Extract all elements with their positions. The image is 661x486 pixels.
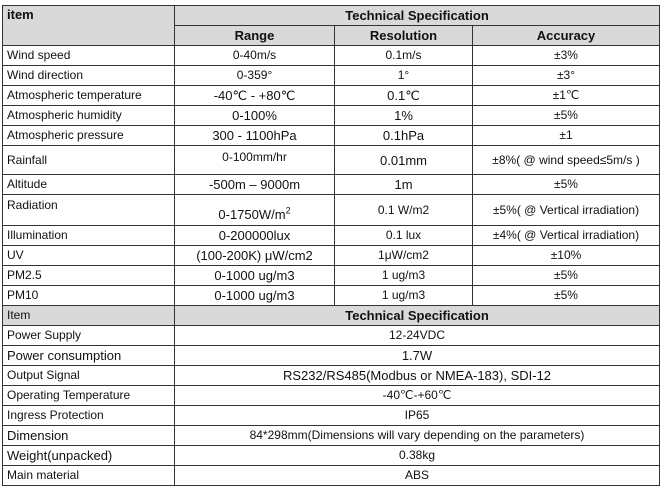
table-row bbox=[3, 195, 660, 226]
general-value: ABS bbox=[175, 466, 660, 486]
table-row bbox=[3, 386, 660, 406]
sensor-item: PM2.5 bbox=[3, 266, 175, 286]
sensor-item: Radiation bbox=[3, 195, 175, 226]
spec-table bbox=[2, 5, 660, 486]
table-row bbox=[3, 466, 660, 486]
sensor-accuracy: ±5% bbox=[473, 106, 660, 126]
sensor-range: -40℃ - +80℃ bbox=[175, 86, 335, 106]
item-header-2: Item bbox=[3, 306, 175, 326]
sensor-range: -500m – 9000m bbox=[175, 175, 335, 195]
sensor-range: (100-200K) μW/cm2 bbox=[175, 246, 335, 266]
sensor-accuracy: ±5% bbox=[473, 175, 660, 195]
sensor-range: 300 - 1100hPa bbox=[175, 126, 335, 146]
spec-header: Technical Specification bbox=[175, 6, 660, 26]
sensor-range: 0-1000 ug/m3 bbox=[175, 286, 335, 306]
general-value: RS232/RS485(Modbus or NMEA-183), SDI-12 bbox=[175, 366, 660, 386]
sensor-item: PM10 bbox=[3, 286, 175, 306]
table-row bbox=[3, 46, 660, 66]
table-row bbox=[3, 346, 660, 366]
general-item: Dimension bbox=[3, 426, 175, 446]
table-row bbox=[3, 66, 660, 86]
sensor-item: UV bbox=[3, 246, 175, 266]
sensor-range: 0-359° bbox=[175, 66, 335, 86]
accuracy-header: Accuracy bbox=[473, 26, 660, 46]
general-item: Power consumption bbox=[3, 346, 175, 366]
radiation-range-text: 0-1750W/m bbox=[218, 207, 286, 222]
general-item: Main material bbox=[3, 466, 175, 486]
sensor-resolution: 0.1m/s bbox=[335, 46, 473, 66]
header-row bbox=[3, 6, 660, 26]
sensor-accuracy: ±3% bbox=[473, 46, 660, 66]
sensor-item: Altitude bbox=[3, 175, 175, 195]
table-row bbox=[3, 226, 660, 246]
sensor-resolution: 1m bbox=[335, 175, 473, 195]
sensor-range: 0-200000lux bbox=[175, 226, 335, 246]
general-value: 84*298mm(Dimensions will vary depending on the parameters) bbox=[175, 426, 660, 446]
general-item: Ingress Protection bbox=[3, 406, 175, 426]
general-item: Weight(unpacked) bbox=[3, 446, 175, 466]
sensor-resolution: 1% bbox=[335, 106, 473, 126]
sensor-item: Atmospheric pressure bbox=[3, 126, 175, 146]
general-item: Power Supply bbox=[3, 326, 175, 346]
general-item: Output Signal bbox=[3, 366, 175, 386]
sensor-item: Illumination bbox=[3, 226, 175, 246]
sensor-accuracy: ±5% bbox=[473, 266, 660, 286]
radiation-range-superscript: 2 bbox=[285, 205, 291, 216]
general-value: IP65 bbox=[175, 406, 660, 426]
sensor-item: Atmospheric temperature bbox=[3, 86, 175, 106]
table-row bbox=[3, 106, 660, 126]
table-row bbox=[3, 246, 660, 266]
table-row bbox=[3, 175, 660, 195]
sensor-range: 0-100% bbox=[175, 106, 335, 126]
sensor-resolution: 1 ug/m3 bbox=[335, 266, 473, 286]
sensor-accuracy: ±1℃ bbox=[473, 86, 660, 106]
range-header: Range bbox=[175, 26, 335, 46]
sensor-range bbox=[175, 195, 335, 226]
sensor-resolution: 0.1 W/m2 bbox=[335, 195, 473, 226]
table-row bbox=[3, 86, 660, 106]
general-value: 1.7W bbox=[175, 346, 660, 366]
table-row bbox=[3, 406, 660, 426]
sensor-accuracy: ±3° bbox=[473, 66, 660, 86]
resolution-header: Resolution bbox=[335, 26, 473, 46]
table-row bbox=[3, 366, 660, 386]
general-value: 0.38kg bbox=[175, 446, 660, 466]
table-row bbox=[3, 446, 660, 466]
table-row bbox=[3, 126, 660, 146]
sensor-resolution: 1μW/cm2 bbox=[335, 246, 473, 266]
sensor-item: Wind speed bbox=[3, 46, 175, 66]
sensor-resolution: 0.1 lux bbox=[335, 226, 473, 246]
table-row bbox=[3, 326, 660, 346]
spec-header-2: Technical Specification bbox=[175, 306, 660, 326]
sensor-accuracy: ±5%( @ Vertical irradiation) bbox=[473, 195, 660, 226]
sensor-accuracy: ±4%( @ Vertical irradiation) bbox=[473, 226, 660, 246]
general-value: 12-24VDC bbox=[175, 326, 660, 346]
sensor-resolution: 0.1℃ bbox=[335, 86, 473, 106]
sensor-resolution: 0.01mm bbox=[335, 146, 473, 175]
sensor-range: 0-40m/s bbox=[175, 46, 335, 66]
sensor-range: 0-100mm/hr bbox=[175, 146, 335, 175]
general-item: Operating Temperature bbox=[3, 386, 175, 406]
sensor-accuracy: ±1 bbox=[473, 126, 660, 146]
item-header: item bbox=[3, 6, 175, 46]
table-row bbox=[3, 286, 660, 306]
sensor-item: Atmospheric humidity bbox=[3, 106, 175, 126]
sensor-accuracy: ±8%( @ wind speed≤5m/s ) bbox=[473, 146, 660, 175]
header-row-2 bbox=[3, 306, 660, 326]
sensor-item: Wind direction bbox=[3, 66, 175, 86]
table-row bbox=[3, 266, 660, 286]
table-row bbox=[3, 426, 660, 446]
sensor-item: Rainfall bbox=[3, 146, 175, 175]
sensor-resolution: 1 ug/m3 bbox=[335, 286, 473, 306]
table-row bbox=[3, 146, 660, 175]
sensor-resolution: 0.1hPa bbox=[335, 126, 473, 146]
sensor-accuracy: ±5% bbox=[473, 286, 660, 306]
sensor-range: 0-1000 ug/m3 bbox=[175, 266, 335, 286]
sensor-resolution: 1° bbox=[335, 66, 473, 86]
sensor-accuracy: ±10% bbox=[473, 246, 660, 266]
general-value: -40℃-+60℃ bbox=[175, 386, 660, 406]
